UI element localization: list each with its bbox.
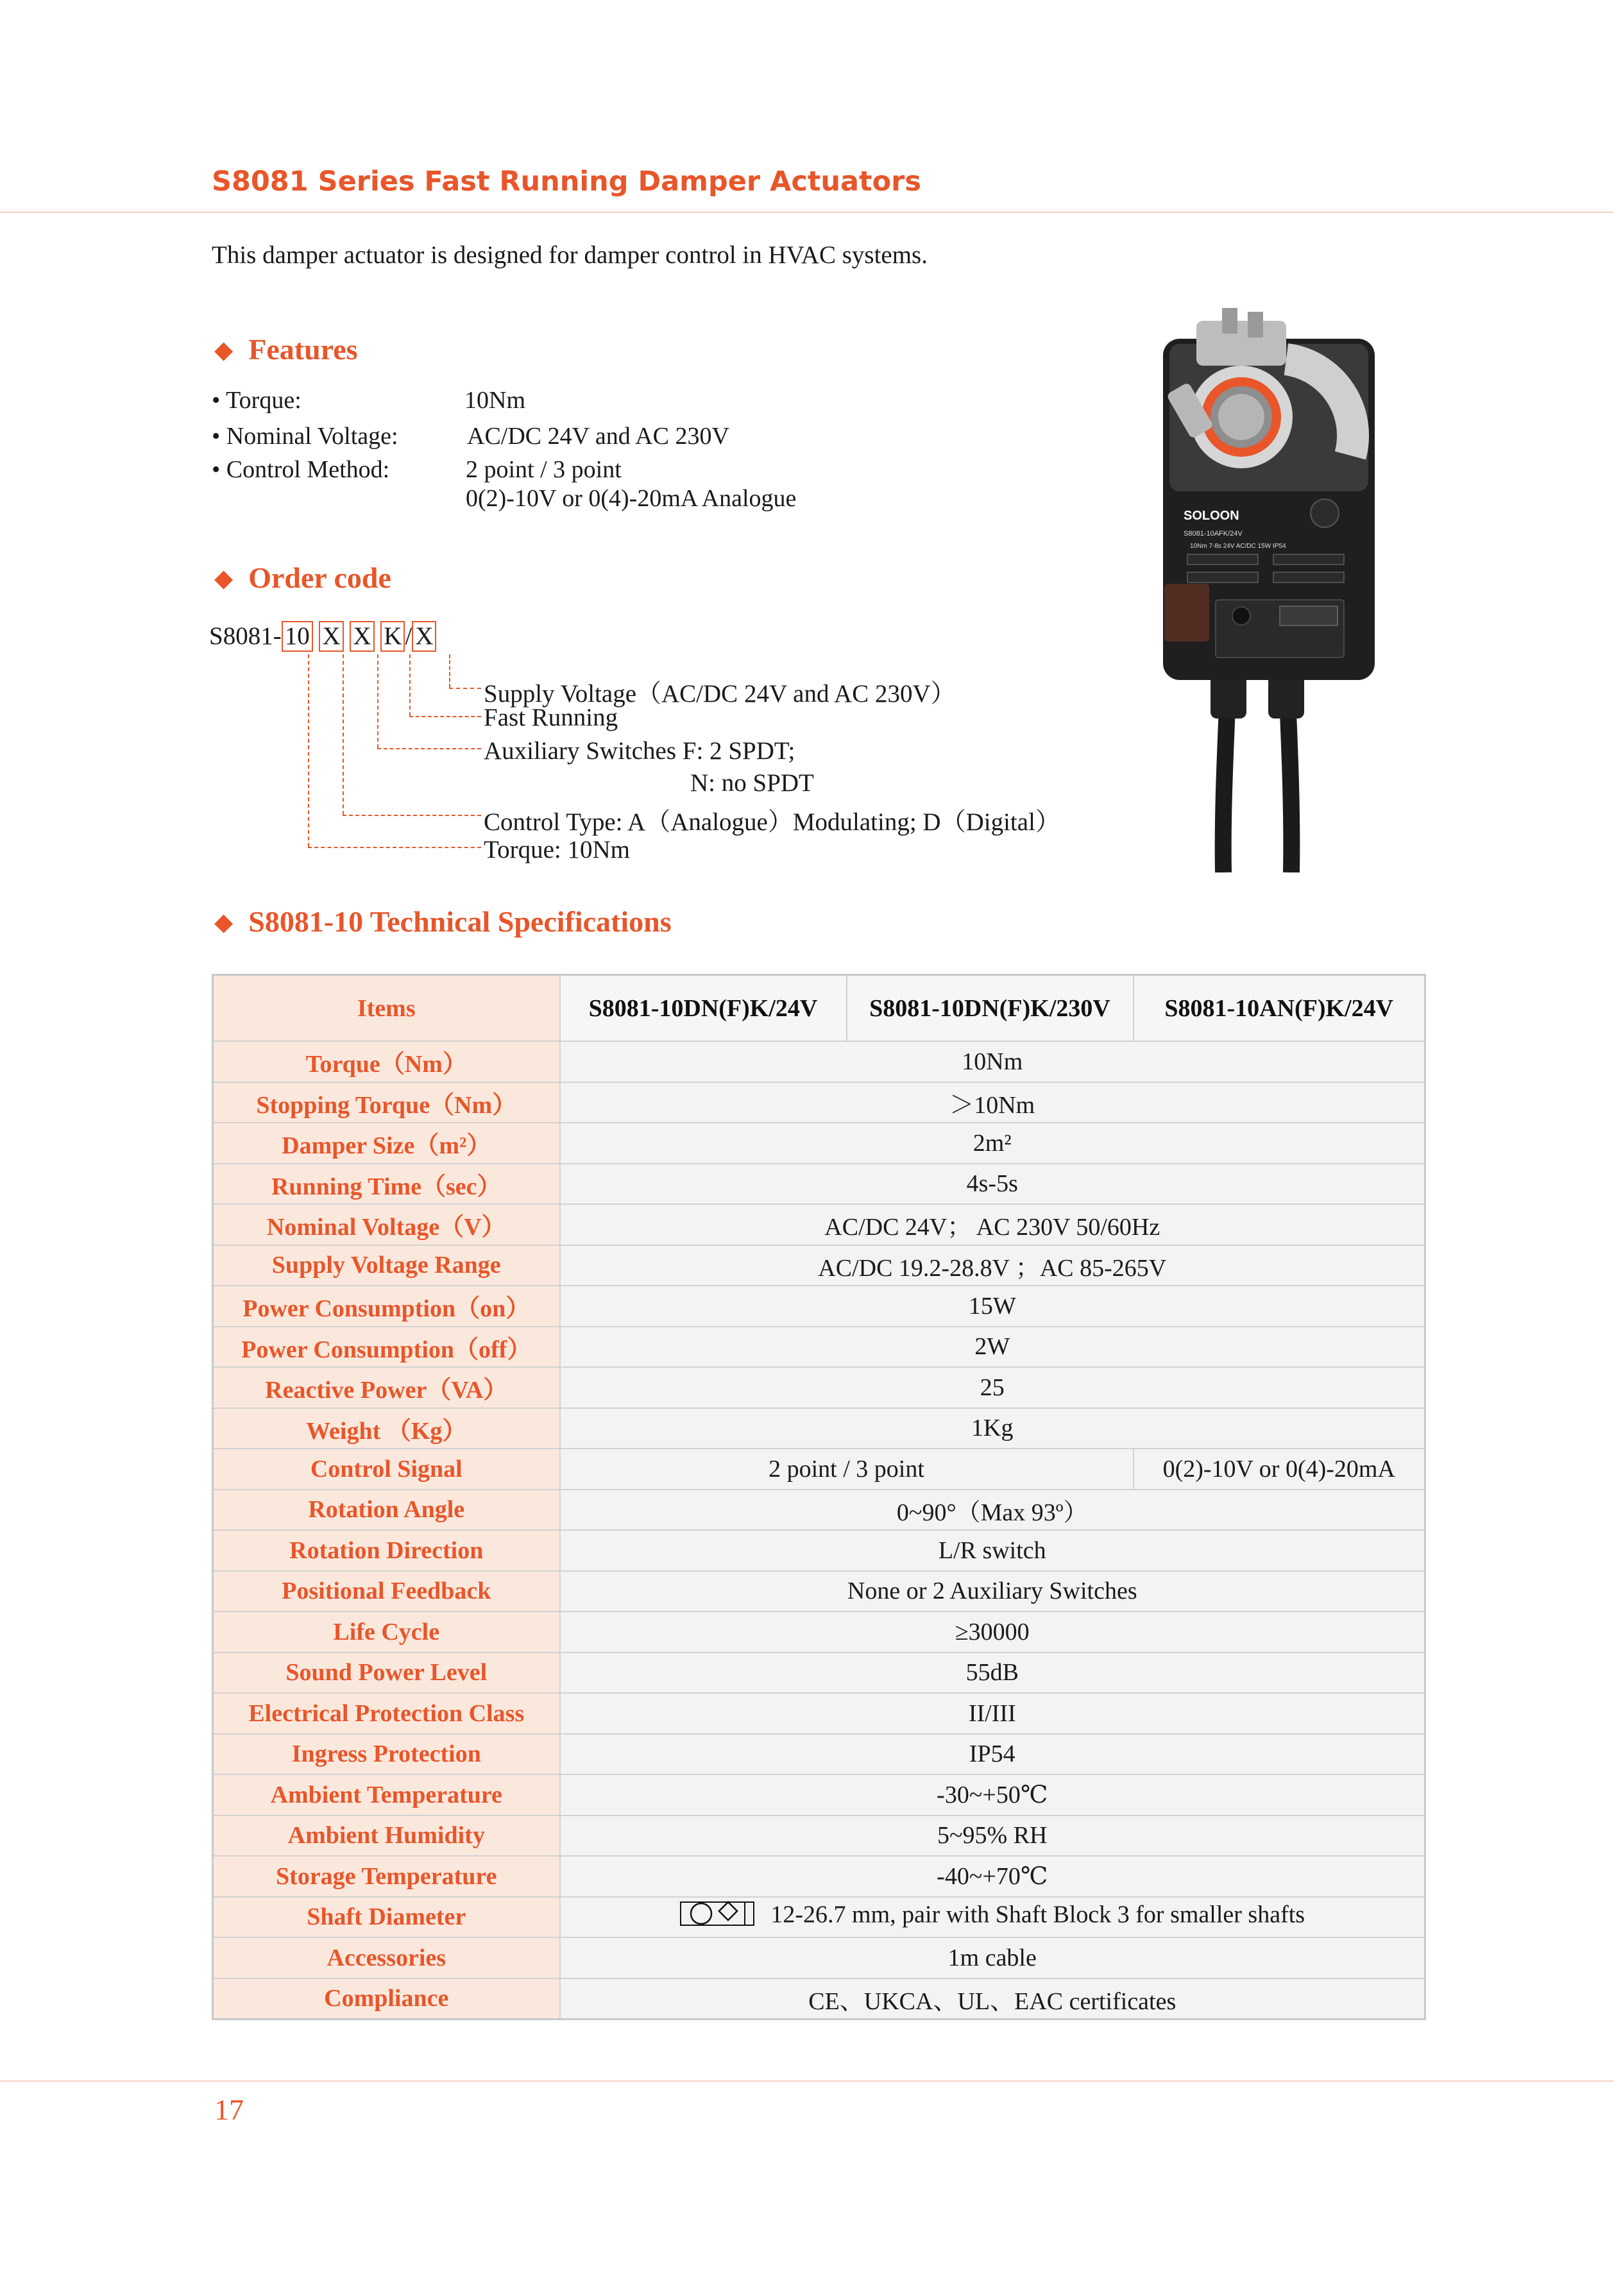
legend-torque: Torque: 10Nm: [484, 836, 630, 863]
actuator-product-image: [1151, 308, 1389, 872]
row-value: 55dB: [560, 1653, 1425, 1694]
diamond-icon: ◆: [214, 337, 234, 364]
table-row: [213, 1693, 1425, 1734]
row-item: Positional Feedback: [213, 1571, 560, 1612]
row-value: -30~+50℃: [560, 1774, 1425, 1816]
row-value: 0~90°（Max 93º）: [560, 1490, 1425, 1531]
row-value: CE、UKCA、UL、EAC certificates: [560, 1978, 1425, 2020]
row-item: Damper Size（m²）: [213, 1123, 560, 1164]
diamond-icon: ◆: [214, 909, 234, 936]
row-value: ≥30000: [560, 1611, 1425, 1653]
row-item: Ambient Humidity: [213, 1816, 560, 1857]
row-value-shaft: [560, 1897, 1425, 1938]
product-specs: 10Nm 7-8s 24V AC/DC 15W IP54: [1190, 543, 1286, 550]
row-item: Control Signal: [213, 1449, 560, 1490]
feature-torque-label: • Torque:: [212, 387, 302, 414]
row-item: Weight （Kg）: [213, 1408, 560, 1449]
row-value: 1Kg: [560, 1408, 1425, 1449]
order-code-heading: ◆ Order code: [214, 561, 391, 594]
table-row: [213, 1937, 1425, 1978]
table-row: [213, 1490, 1425, 1531]
row-item: Stopping Torque（Nm）: [213, 1082, 560, 1123]
page-title: S8081 Series Fast Running Damper Actuators: [212, 166, 921, 198]
order-prefix: S8081-: [209, 622, 282, 650]
feature-control-value: 2 point / 3 point: [466, 456, 622, 483]
table-row: [213, 1204, 1425, 1245]
product-model: S8081-10AFK/24V: [1184, 530, 1243, 538]
table-header-row: [213, 975, 1425, 1042]
row-item: Torque（Nm）: [213, 1041, 560, 1082]
table-row: [213, 1082, 1425, 1123]
row-item: Ambient Temperature: [213, 1774, 560, 1816]
row-value: 2 point / 3 point: [560, 1449, 1134, 1490]
row-item: Compliance: [213, 1978, 560, 2020]
feature-control-extra: 0(2)-10V or 0(4)-20mA Analogue: [466, 485, 797, 512]
table-row: [213, 1530, 1425, 1571]
header-model-230v: S8081-10DN(F)K/230V: [847, 975, 1134, 1042]
spec-table: [212, 974, 1426, 2020]
legend-aux-n: N: no SPDT: [690, 769, 814, 797]
row-item: Running Time（sec）: [213, 1164, 560, 1205]
spec-heading: ◆ S8081-10 Technical Specifications: [214, 905, 672, 938]
page-number: 17: [214, 2093, 244, 2126]
table-row: [213, 1816, 1425, 1857]
features-heading: ◆ Features: [214, 333, 358, 366]
feature-voltage-value: AC/DC 24V and AC 230V: [467, 423, 729, 450]
table-row: [213, 1734, 1425, 1775]
intro-text: This damper actuator is designed for damper control in HVAC systems.: [212, 241, 928, 269]
table-row: [213, 1245, 1425, 1286]
table-row: [213, 1041, 1425, 1082]
table-row: [213, 1164, 1425, 1205]
row-item: Rotation Angle: [213, 1490, 560, 1531]
row-value: AC/DC 24V； AC 230V 50/60Hz: [560, 1204, 1425, 1245]
header-items: Items: [213, 975, 560, 1042]
connector-voltage-v: [449, 654, 450, 688]
connector-torque-h: [308, 847, 481, 848]
row-value: L/R switch: [560, 1530, 1425, 1571]
row-value: 2m²: [560, 1123, 1425, 1164]
row-value: IP54: [560, 1734, 1425, 1775]
header-model-analog: S8081-10AN(F)K/24V: [1134, 975, 1425, 1042]
header-divider: [0, 212, 1614, 213]
code-box-control: X: [319, 621, 343, 652]
row-item: Accessories: [213, 1937, 560, 1978]
footer-divider: [0, 2080, 1614, 2082]
row-item: Storage Temperature: [213, 1856, 560, 1897]
table-row: [213, 1367, 1425, 1408]
connector-aux-h: [377, 748, 481, 749]
connector-torque-v: [308, 654, 309, 847]
row-value: II/III: [560, 1693, 1425, 1734]
row-value: 15W: [560, 1286, 1425, 1327]
code-slash: /: [405, 622, 412, 650]
row-value: AC/DC 19.2-28.8V ；AC 85-265V: [560, 1245, 1425, 1286]
code-box-voltage: X: [412, 621, 436, 652]
connector-control-v: [343, 654, 344, 815]
row-item: Supply Voltage Range: [213, 1245, 560, 1286]
connector-fast-v: [409, 654, 411, 716]
table-row: [213, 1774, 1425, 1816]
row-value: 10Nm: [560, 1041, 1425, 1082]
shaft-shape-icon: [679, 1898, 756, 1935]
table-row: [213, 1571, 1425, 1612]
header-model-24v: S8081-10DN(F)K/24V: [560, 975, 847, 1042]
row-value-analog: 0(2)-10V or 0(4)-20mA: [1134, 1449, 1425, 1490]
connector-fast-h: [409, 716, 481, 717]
table-row: [213, 1449, 1425, 1490]
row-item: Reactive Power（VA）: [213, 1367, 560, 1408]
table-row: [213, 1978, 1425, 2020]
row-item: Rotation Direction: [213, 1530, 560, 1571]
connector-aux-v: [377, 654, 378, 748]
row-item: Shaft Diameter: [213, 1897, 560, 1938]
row-item: Nominal Voltage（V）: [213, 1204, 560, 1245]
row-item: Ingress Protection: [213, 1734, 560, 1775]
table-row: [213, 1653, 1425, 1694]
feature-voltage-label: • Nominal Voltage:: [212, 423, 398, 450]
connector-voltage-h: [449, 688, 481, 689]
connector-control-h: [343, 815, 481, 816]
row-value: -40~+70℃: [560, 1856, 1425, 1897]
row-value: None or 2 Auxiliary Switches: [560, 1571, 1425, 1612]
row-item: Power Consumption（off）: [213, 1327, 560, 1368]
row-item: Power Consumption（on）: [213, 1286, 560, 1327]
table-row: [213, 1286, 1425, 1327]
row-item: Electrical Protection Class: [213, 1693, 560, 1734]
row-value: 5~95% RH: [560, 1816, 1425, 1857]
table-row: [213, 1123, 1425, 1164]
legend-supply-voltage: Supply Voltage（AC/DC 24V and AC 230V）: [484, 680, 956, 708]
row-value: ＞10Nm: [560, 1082, 1425, 1123]
table-row: [213, 1327, 1425, 1368]
table-row: [213, 1408, 1425, 1449]
shaft-value: 12-26.7 mm, pair with Shaft Block 3 for smaller shafts: [770, 1901, 1305, 1928]
code-box-aux: X: [350, 621, 374, 652]
product-brand: SOLOON: [1184, 509, 1239, 523]
row-value: 4s-5s: [560, 1164, 1425, 1205]
feature-control-label: • Control Method:: [212, 456, 390, 483]
feature-torque-value: 10Nm: [464, 387, 525, 414]
table-row: [213, 1856, 1425, 1897]
diamond-icon: ◆: [214, 565, 234, 592]
code-box-torque: 10: [282, 621, 313, 652]
row-value: 1m cable: [560, 1937, 1425, 1978]
table-row: [213, 1611, 1425, 1653]
order-code-line: [209, 621, 436, 652]
legend-aux-f: Auxiliary Switches F: 2 SPDT;: [484, 737, 795, 765]
table-row: [213, 1897, 1425, 1938]
row-value: 2W: [560, 1327, 1425, 1368]
legend-control-type: Control Type: A（Analogue）Modulating; D（Digital）: [484, 808, 1060, 836]
row-item: Sound Power Level: [213, 1653, 560, 1694]
row-item: Life Cycle: [213, 1611, 560, 1653]
code-box-fast: K: [380, 621, 405, 652]
row-value: 25: [560, 1367, 1425, 1408]
legend-fast-running: Fast Running: [484, 704, 618, 731]
